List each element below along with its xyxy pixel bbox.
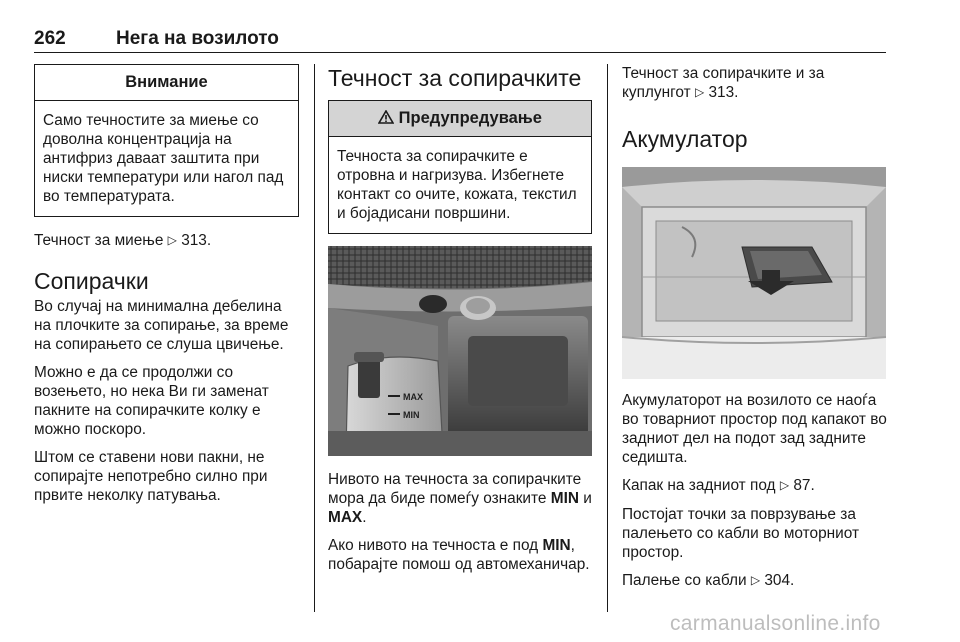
- section-heading-battery: Акумулатор: [622, 126, 748, 152]
- brake-clutch-fluid-ref: [622, 64, 887, 103]
- column-middle: [328, 64, 592, 574]
- min-mark-ref: MIN: [542, 537, 571, 554]
- section-heading-brakes: Сопирачки: [34, 268, 149, 294]
- paragraph: Акумулаторот на возилото се наоѓа во товарниот простор под капакот во задниот дел на подот зад задните седишта.: [622, 392, 887, 466]
- text-run: , побарајте помош од автомеханичар.: [328, 537, 590, 573]
- ref-text: Капак на задниот под: [622, 477, 776, 494]
- notice-text: Само течностите за миење со доволна концентрација на антифриз даваат заштита при ниски температури или нагол пад во температурата.: [43, 112, 284, 205]
- paragraph: Штом се ставени нови пакни, не сопирајте непотребно силно при првите неколку патувања.: [34, 449, 268, 504]
- page-ref-triangle-icon: ▷: [779, 478, 790, 492]
- text-run: .: [362, 509, 367, 526]
- min-mark-ref: MIN: [550, 490, 579, 507]
- page-ref-triangle-icon: ▷: [167, 233, 177, 247]
- battery-location-image: [622, 167, 886, 379]
- ref-text: Течност за миење: [34, 232, 164, 249]
- brake-fluid-reservoir-image: [328, 246, 592, 456]
- paragraph-low-level: [328, 536, 592, 574]
- page-number: 262: [34, 28, 66, 49]
- notice-title: Внимание: [35, 65, 298, 101]
- jump-starting-ref: [622, 571, 887, 591]
- rear-floor-cover-ref: [622, 476, 887, 496]
- ref-page[interactable]: 87.: [793, 477, 815, 494]
- ref-text: Палење со кабли: [622, 572, 747, 589]
- paragraph: Можно е да се продолжи со возењето, но нека Ви ги заменат пакните на сопирачките колку е можно поскоро.: [34, 364, 269, 438]
- text-run: и: [583, 490, 592, 507]
- section-heading-brake-fluid: Течност за сопирачките: [328, 65, 582, 91]
- column-right: [622, 64, 887, 591]
- washer-fluid-ref: [34, 231, 299, 251]
- page-header: [34, 22, 886, 53]
- page-ref-triangle-icon: ▷: [694, 85, 705, 99]
- ref-text: Течност за сопирачките и за куплунгот: [622, 65, 825, 101]
- paragraph-fluid-level: [328, 470, 592, 527]
- column-left: [34, 64, 299, 505]
- text-run: Ако нивото на течноста е под: [328, 537, 539, 554]
- text-run: Нивото на течноста за сопирачките мора да биде помеѓу ознаките: [328, 471, 582, 507]
- site-watermark: carmanualsonline.info: [670, 612, 881, 635]
- paragraph: Во случај на минимална дебелина на плочките за сопирање, за време на сопирањето се слуша цвичење.: [34, 298, 289, 353]
- min-mark-label: MIN: [403, 410, 420, 420]
- notice-box: [34, 64, 299, 217]
- warning-triangle-icon: [378, 109, 399, 127]
- max-mark-ref: MAX: [328, 509, 363, 526]
- caution-text: Течноста за сопирачките е отровна и нагризува. Избегнете контакт со очите, кожата, текстил и бојадисани површини.: [337, 148, 577, 222]
- max-mark-label: MAX: [403, 392, 423, 402]
- caution-title: Предупредување: [398, 109, 542, 127]
- ref-page[interactable]: 313.: [708, 84, 739, 101]
- paragraph: Постојат точки за поврзување за палењето со кабли во моторниот простор.: [622, 506, 860, 561]
- page-ref-triangle-icon: ▷: [750, 573, 761, 587]
- column-divider: [314, 64, 315, 612]
- column-divider: [607, 64, 608, 612]
- caution-header: [329, 101, 591, 137]
- caution-box: [328, 100, 592, 234]
- running-title: Нега на возилото: [116, 28, 279, 49]
- ref-page[interactable]: 304.: [764, 572, 795, 589]
- ref-page[interactable]: 313.: [181, 232, 212, 249]
